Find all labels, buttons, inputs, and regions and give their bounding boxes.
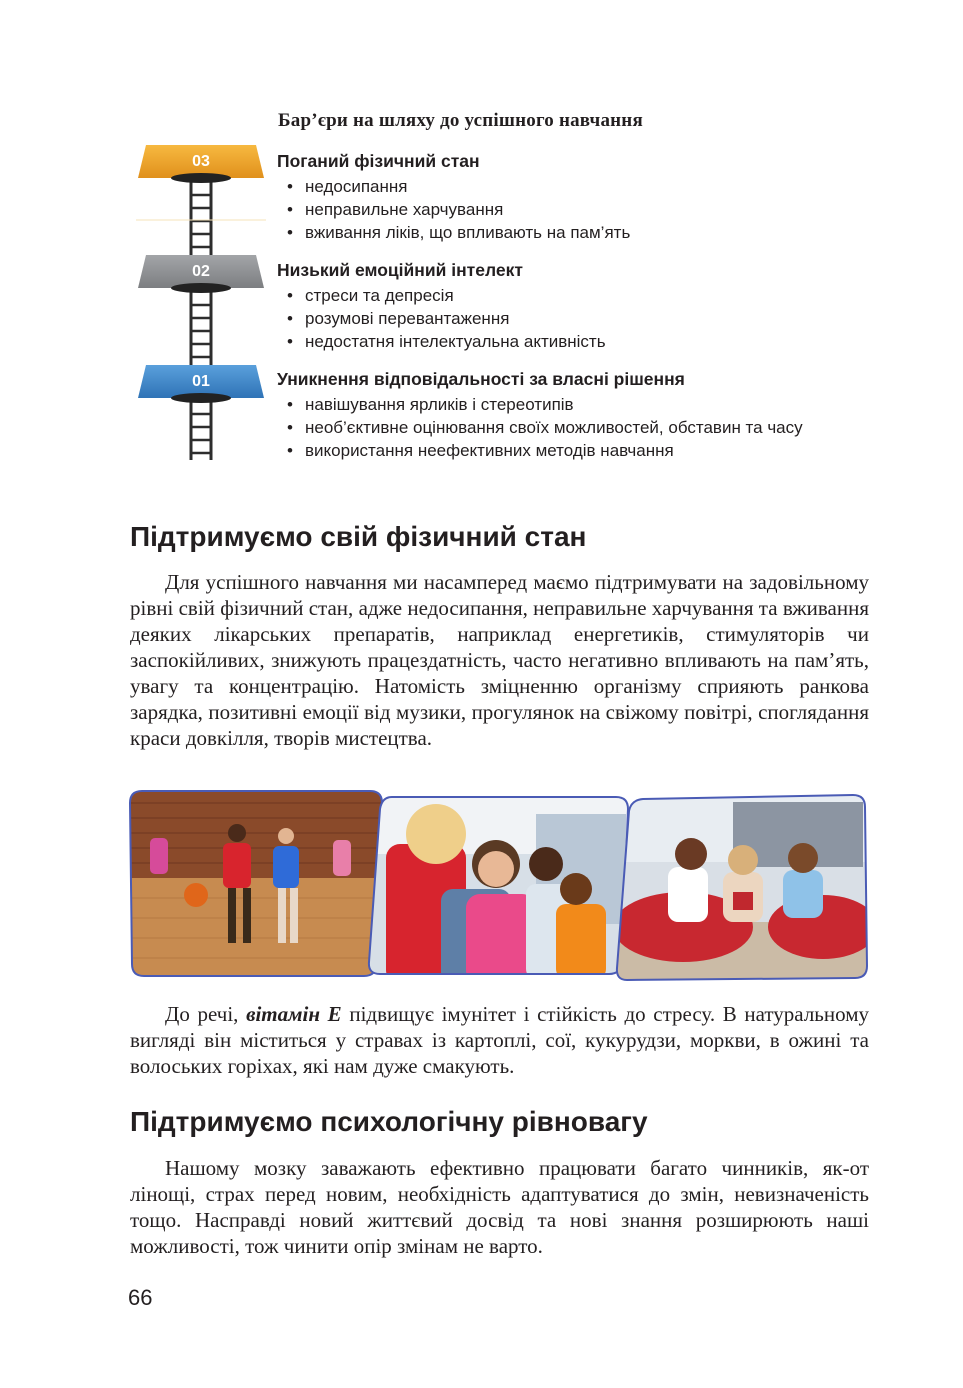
friends-laughing-photo xyxy=(366,794,632,980)
ladder-rungs xyxy=(191,195,211,453)
barriers-title: Бар’єри на шляху до успішного навчання xyxy=(278,110,643,131)
section-heading-physical: Підтримуємо свій фізичний стан xyxy=(130,521,587,552)
level-02-platform xyxy=(138,255,264,293)
barrier-group-03 xyxy=(277,150,917,244)
list-item: • стреси та депресія xyxy=(277,284,917,307)
barrier-list xyxy=(277,393,917,462)
list-item: • необ’єктивне оцінювання своїх можливостей, обставин та часу xyxy=(277,416,917,439)
barrier-group-01 xyxy=(277,368,917,462)
list-item: • неправильне харчування xyxy=(277,198,917,221)
basketball-game-photo xyxy=(128,788,384,980)
list-item: • використання неефективних методів навчання xyxy=(277,439,917,462)
barrier-list xyxy=(277,284,917,353)
list-item: • недосипання xyxy=(277,175,917,198)
barrier-heading: Поганий фізичний стан xyxy=(277,151,480,171)
section-heading-psychological: Підтримуємо психологічну рівновагу xyxy=(130,1106,648,1137)
level-03-platform xyxy=(138,145,264,183)
page-number: 66 xyxy=(128,1285,153,1310)
vitamin-text-after: підвищує імунітет і стійкість до стресу. В натуральному вигляді він міститься у стравах із картоплі, сої, кукурудзи, моркви, в ожині та волоських горіхах, які нам дуже смакують. xyxy=(130,1002,869,1078)
ladder-graphic xyxy=(136,140,266,465)
level-03-number: 03 xyxy=(192,153,210,170)
vitamin-term: вітамін Е xyxy=(246,1002,342,1026)
level-02-number: 02 xyxy=(192,263,210,280)
paragraph-physical: Для успішного навчання ми насамперед маємо підтримувати на задовільному рівні свій фізичний стан, адже недосипання, неправильне харчування та вживання деяких лікарських препаратів, наприклад енергетиків, стимуляторів чи заспокійливих, знижують працездатність, часто негативно впливають на пам’ять, увагу та концентрацію. Натомість зміцненню організму сприяють ранкова зарядка, позитивні емоції від музики, прогулянок на свіжому повітрі, споглядання краси довкілля, творів мистецтва. xyxy=(130,570,869,750)
festival-friends-photo xyxy=(613,792,871,984)
list-item: • розумові перевантаження xyxy=(277,307,917,330)
barrier-heading: Низький емоційний інтелект xyxy=(277,260,523,280)
barrier-heading: Уникнення відповідальності за власні рішення xyxy=(277,369,685,389)
vitamin-text-before: До речі, xyxy=(165,1002,247,1026)
barrier-group-02 xyxy=(277,259,917,353)
list-item: • навішування ярликів і стереотипів xyxy=(277,393,917,416)
list-item: • вживання ліків, що впливають на пам’ять xyxy=(277,221,917,244)
level-01-platform xyxy=(138,365,264,403)
level-01-number: 01 xyxy=(192,373,210,390)
paragraph-psychological: Нашому мозку заважають ефективно працювати багато чинників, як-от лінощі, страх перед новим, необхідність адаптуватися до змін, невизначеність тощо. Насправді новий життєвий досвід та нові знання розширюють наші можливості, тож чинити опір змінам не варто. xyxy=(130,1156,869,1258)
barrier-list xyxy=(277,175,917,244)
paragraph-vitamin xyxy=(130,1001,869,1079)
list-item: • недостатня інтелектуальна активність xyxy=(277,330,917,353)
